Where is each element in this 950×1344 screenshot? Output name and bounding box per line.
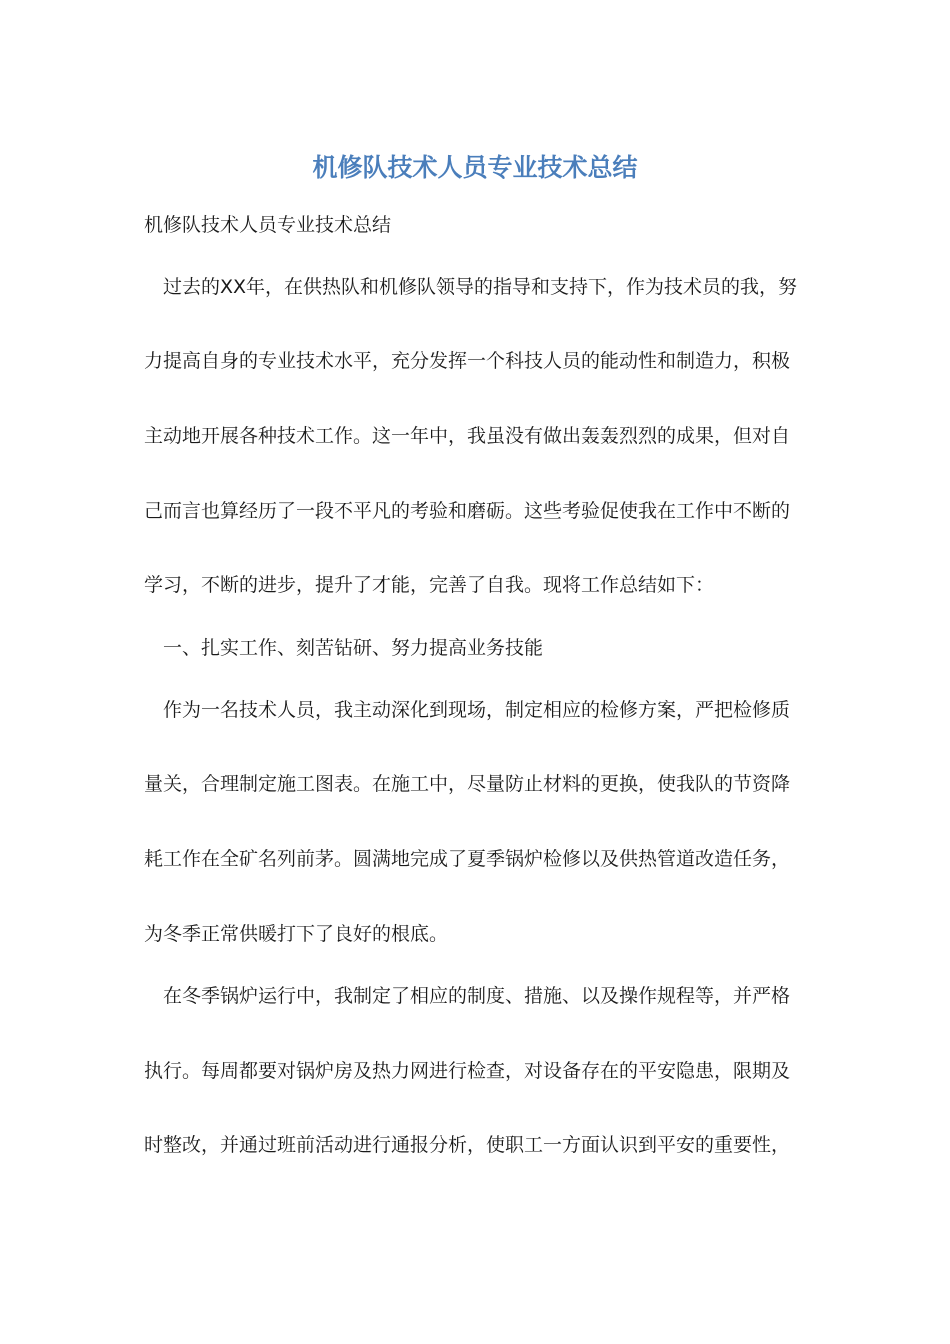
document-subtitle: 机修队技术人员专业技术总结 [144,214,392,236]
section-heading: 一、扎实工作、刻苦钻研、努力提高业务技能 [144,637,544,659]
paragraph-line: 学习，不断的进步，提升了才能，完善了自我。现将工作总结如下： [144,574,715,596]
paragraph-line: 执行。每周都要对锅炉房及热力网进行检查，对设备存在的平安隐患，限期及 [144,1060,791,1082]
paragraph-line: 耗工作在全矿名列前茅。圆满地完成了夏季锅炉检修以及供热管道改造任务， [144,848,791,870]
paragraph-line: 为冬季正常供暖打下了良好的根底。 [144,923,449,945]
paragraph-line: 在冬季锅炉运行中，我制定了相应的制度、措施、以及操作规程等，并严格 [144,985,791,1007]
paragraph-line: 主动地开展各种技术工作。这一年中，我虽没有做出轰轰烈烈的成果，但对自 [144,425,791,447]
paragraph-line: 力提高自身的专业技术水平，充分发挥一个科技人员的能动性和制造力，积极 [144,350,791,372]
paragraph-line: 过去的XX年，在供热队和机修队领导的指导和支持下，作为技术员的我，努 [144,276,798,298]
paragraph-line: 己而言也算经历了一段不平凡的考验和磨砺。这些考验促使我在工作中不断的 [144,500,791,522]
paragraph-line: 量关，合理制定施工图表。在施工中，尽量防止材料的更换，使我队的节资降 [144,773,791,795]
paragraph-line: 作为一名技术人员，我主动深化到现场，制定相应的检修方案，严把检修质 [144,699,791,721]
paragraph-line: 时整改，并通过班前活动进行通报分析，使职工一方面认识到平安的重要性， [144,1134,791,1156]
document-title: 机修队技术人员专业技术总结 [312,153,638,182]
